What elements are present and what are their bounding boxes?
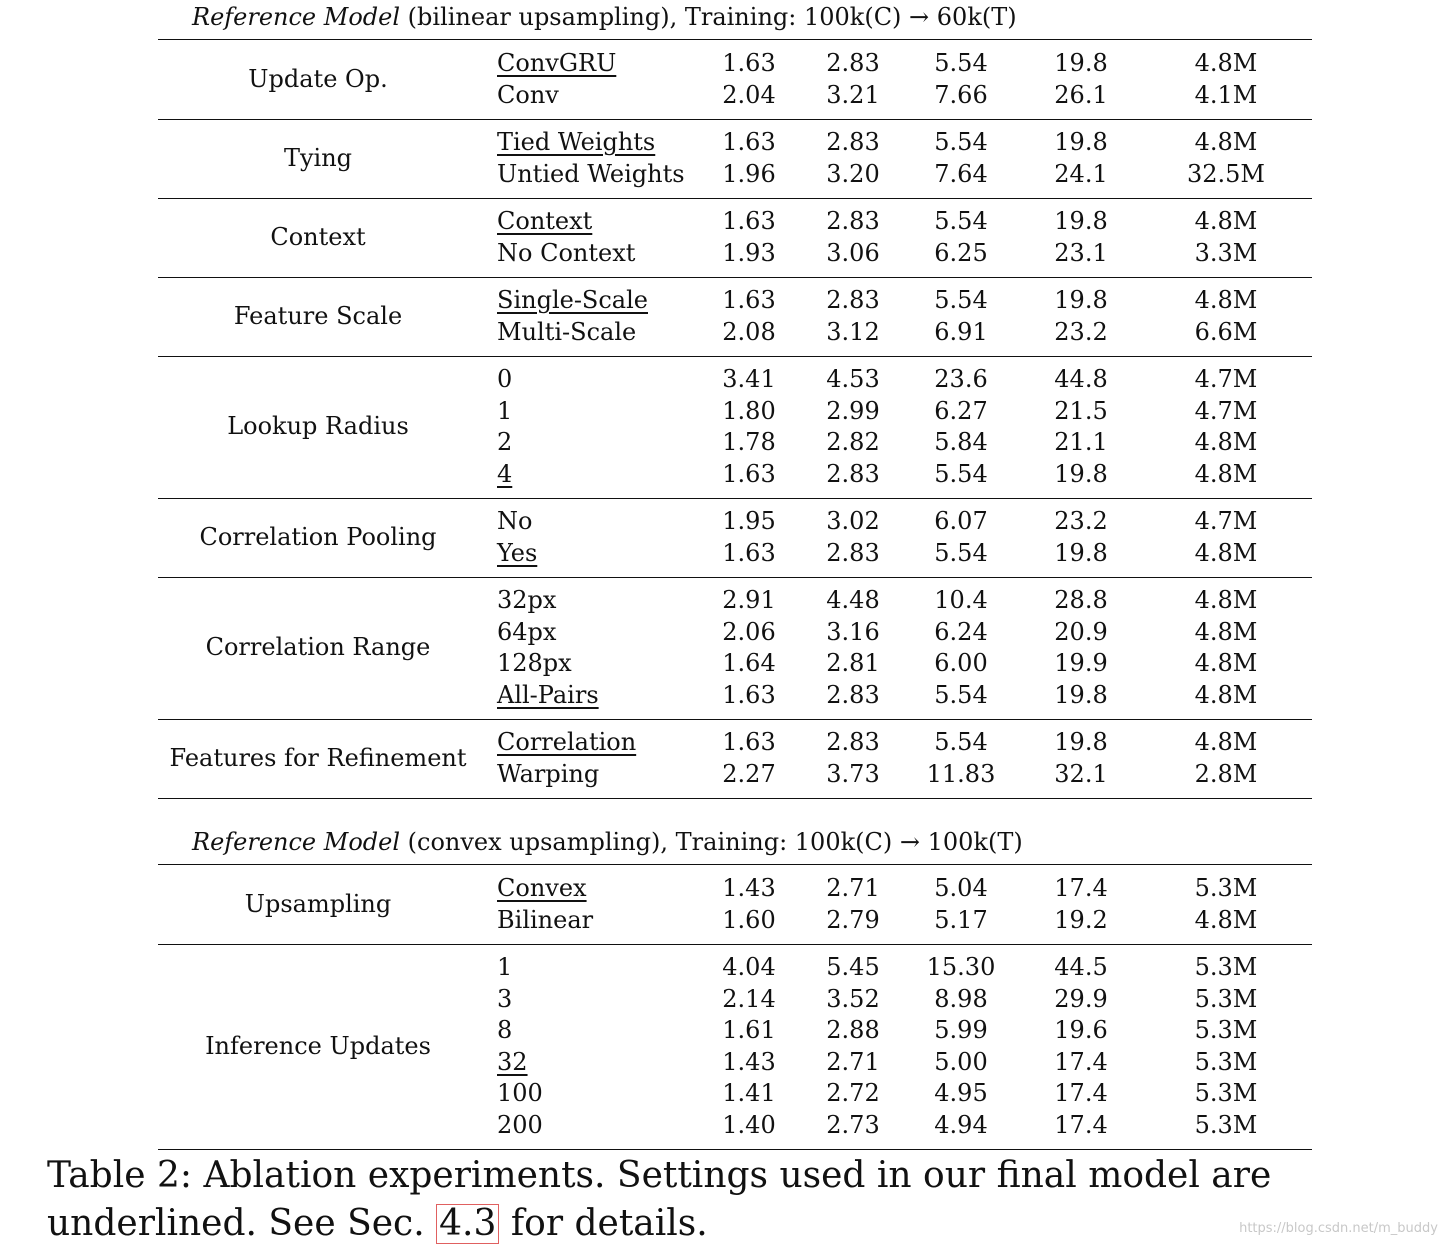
table-row [158, 206, 1312, 238]
value-cell: 3.16 [826, 617, 880, 646]
value-cell: 3.02 [826, 507, 880, 535]
value-cell: 5.3M [1194, 1110, 1258, 1139]
value-cell: 5.3M [1194, 953, 1258, 981]
value-cell: 5.3M [1194, 1016, 1258, 1044]
table-row [158, 1047, 1312, 1079]
value-cell: 4.04 [722, 953, 776, 981]
value-cell: 1.63 [722, 207, 776, 235]
setting-cell: Bilinear [497, 905, 594, 934]
value-cell: 2.73 [826, 1110, 880, 1139]
value-cell: 4.8M [1194, 207, 1258, 235]
value-cell: 19.8 [1054, 728, 1108, 756]
value-cell: 1.96 [722, 159, 776, 188]
table-row [158, 80, 1312, 112]
table-row [158, 759, 1312, 791]
table-row [158, 984, 1312, 1016]
value-cell: 1.63 [722, 538, 776, 567]
table-row [158, 617, 1312, 649]
table2-header [192, 827, 1023, 857]
setting-cell: Conv [497, 80, 559, 109]
table-row [158, 727, 1312, 759]
table-row [158, 680, 1312, 712]
table-row [158, 506, 1312, 538]
value-cell: 19.8 [1054, 128, 1108, 156]
value-cell: 5.45 [826, 953, 880, 981]
value-cell: 1.63 [722, 286, 776, 314]
row-group [158, 498, 1312, 577]
value-cell: 17.4 [1054, 874, 1108, 902]
value-cell: 1.40 [722, 1110, 776, 1139]
value-cell: 2.82 [826, 428, 880, 456]
value-cell: 4.8M [1194, 49, 1258, 77]
group-divider [158, 1149, 1312, 1150]
value-cell: 3.52 [826, 984, 880, 1013]
table2-header-rest: (convex upsampling), Training: 100k(C) → 100k(T) [400, 828, 1023, 856]
value-cell: 19.8 [1054, 286, 1108, 314]
value-cell: 5.54 [934, 680, 988, 709]
value-cell: 7.66 [934, 80, 988, 109]
group-label: Update Op. [248, 64, 388, 93]
setting-cell: Tied Weights [497, 128, 656, 156]
value-cell: 19.9 [1054, 649, 1108, 677]
value-cell: 1.64 [722, 649, 776, 677]
value-cell: 4.1M [1194, 80, 1258, 109]
value-cell: 5.00 [934, 1047, 988, 1076]
value-cell: 2.71 [826, 874, 880, 902]
value-cell: 4.8M [1194, 586, 1258, 614]
table-row [158, 1110, 1312, 1142]
table2-header-italic: Reference Model [192, 828, 401, 856]
value-cell: 6.07 [934, 507, 988, 535]
value-cell: 2.83 [826, 128, 880, 156]
setting-cell: 32 [497, 1047, 528, 1076]
setting-cell: 1 [497, 953, 513, 981]
value-cell: 3.20 [826, 159, 880, 188]
setting-cell: Context [497, 207, 593, 235]
setting-cell: Convex [497, 874, 587, 902]
value-cell: 32.5M [1186, 159, 1265, 188]
value-cell: 20.9 [1054, 617, 1108, 646]
row-group [158, 719, 1312, 798]
value-cell: 1.78 [722, 428, 776, 456]
value-cell: 6.6M [1194, 317, 1258, 346]
value-cell: 29.9 [1054, 984, 1108, 1013]
value-cell: 26.1 [1054, 80, 1108, 109]
table-row [158, 905, 1312, 937]
row-group [158, 119, 1312, 198]
value-cell: 1.80 [722, 396, 776, 425]
value-cell: 2.83 [826, 49, 880, 77]
value-cell: 6.00 [934, 649, 988, 677]
table-row [158, 427, 1312, 459]
setting-cell: 3 [497, 984, 513, 1013]
row-group [158, 356, 1312, 498]
table-row [158, 648, 1312, 680]
value-cell: 2.83 [826, 207, 880, 235]
value-cell: 3.3M [1194, 238, 1258, 267]
value-cell: 21.1 [1054, 428, 1108, 456]
section-reference-link[interactable]: 4.3 [436, 1204, 499, 1244]
value-cell: 2.88 [826, 1016, 880, 1044]
setting-cell: 200 [497, 1110, 543, 1139]
setting-cell: 1 [497, 396, 513, 425]
row-group [158, 277, 1312, 356]
value-cell: 1.63 [722, 49, 776, 77]
value-cell: 3.41 [722, 365, 776, 393]
row-group [158, 577, 1312, 719]
table1-header-italic: Reference Model [192, 3, 401, 31]
value-cell: 2.08 [722, 317, 776, 346]
value-cell: 1.93 [722, 238, 776, 267]
value-cell: 5.54 [934, 538, 988, 567]
table-row [158, 127, 1312, 159]
setting-cell: Warping [497, 759, 600, 788]
value-cell: 5.54 [934, 49, 988, 77]
table-row [158, 538, 1312, 570]
value-cell: 19.8 [1054, 49, 1108, 77]
value-cell: 10.4 [934, 586, 988, 614]
setting-cell: 2 [497, 428, 513, 456]
value-cell: 3.21 [826, 80, 880, 109]
setting-cell: 128px [497, 649, 572, 677]
value-cell: 5.3M [1194, 1047, 1258, 1076]
value-cell: 23.2 [1054, 507, 1108, 535]
setting-cell: 64px [497, 617, 557, 646]
setting-cell: Yes [497, 538, 538, 567]
group-label: Feature Scale [233, 301, 403, 330]
setting-cell: No [497, 507, 533, 535]
value-cell: 2.71 [826, 1047, 880, 1076]
value-cell: 23.6 [934, 365, 988, 393]
setting-cell: 4 [497, 459, 513, 488]
setting-cell: Multi-Scale [497, 317, 637, 346]
value-cell: 19.8 [1054, 680, 1108, 709]
value-cell: 7.64 [934, 159, 988, 188]
value-cell: 5.54 [934, 728, 988, 756]
value-cell: 5.3M [1194, 1079, 1258, 1107]
setting-cell: Correlation [497, 728, 637, 756]
value-cell: 4.95 [934, 1079, 988, 1107]
value-cell: 2.83 [826, 680, 880, 709]
value-cell: 1.63 [722, 128, 776, 156]
value-cell: 28.8 [1054, 586, 1108, 614]
table1-header-rest: (bilinear upsampling), Training: 100k(C) → 60k(T) [400, 3, 1017, 31]
setting-cell: 100 [497, 1079, 543, 1107]
table-row [158, 364, 1312, 396]
value-cell: 1.41 [722, 1079, 776, 1107]
row-group [158, 865, 1312, 944]
value-cell: 4.94 [934, 1110, 988, 1139]
table-row [158, 1078, 1312, 1110]
value-cell: 1.63 [722, 728, 776, 756]
value-cell: 2.83 [826, 538, 880, 567]
value-cell: 32.1 [1054, 759, 1108, 788]
row-group [158, 198, 1312, 277]
row-group [158, 40, 1312, 119]
value-cell: 8.98 [934, 984, 988, 1013]
value-cell: 1.61 [722, 1016, 776, 1044]
value-cell: 4.53 [826, 365, 880, 393]
value-cell: 4.8M [1194, 728, 1258, 756]
value-cell: 2.8M [1194, 759, 1258, 788]
caption-text-before: Table 2: Ablation experiments. Settings used in our final model are underlined. See Sec. [47, 1155, 1272, 1244]
value-cell: 4.7M [1194, 365, 1258, 393]
value-cell: 2.27 [722, 759, 776, 788]
value-cell: 5.99 [934, 1016, 988, 1044]
value-cell: 5.54 [934, 286, 988, 314]
group-divider [158, 798, 1312, 799]
table-row [158, 317, 1312, 349]
value-cell: 4.8M [1194, 680, 1258, 709]
table-row [158, 396, 1312, 428]
value-cell: 4.7M [1194, 396, 1258, 425]
value-cell: 4.8M [1194, 649, 1258, 677]
setting-cell: Untied Weights [497, 159, 685, 188]
value-cell: 23.2 [1054, 317, 1108, 346]
value-cell: 4.8M [1194, 286, 1258, 314]
value-cell: 24.1 [1054, 159, 1108, 188]
value-cell: 4.8M [1194, 428, 1258, 456]
value-cell: 1.95 [722, 507, 776, 535]
group-label: Lookup Radius [227, 412, 409, 441]
caption-text-after: for details. [499, 1203, 708, 1244]
value-cell: 11.83 [926, 759, 996, 788]
value-cell: 3.12 [826, 317, 880, 346]
value-cell: 6.91 [934, 317, 988, 346]
value-cell: 44.8 [1054, 365, 1108, 393]
value-cell: 3.73 [826, 759, 880, 788]
table-row [158, 873, 1312, 905]
value-cell: 2.04 [722, 80, 776, 109]
watermark: https://blog.csdn.net/m_buddy [1239, 1221, 1438, 1236]
setting-cell: 8 [497, 1016, 513, 1044]
value-cell: 2.14 [722, 984, 776, 1013]
value-cell: 17.4 [1054, 1079, 1108, 1107]
value-cell: 4.7M [1194, 507, 1258, 535]
value-cell: 5.54 [934, 128, 988, 156]
setting-cell: Single-Scale [497, 286, 648, 314]
value-cell: 1.43 [722, 874, 776, 902]
table-row [158, 285, 1312, 317]
table-row [158, 238, 1312, 270]
table1-header [192, 2, 1017, 32]
setting-cell: 0 [497, 365, 513, 393]
table-row [158, 48, 1312, 80]
table-row [158, 1015, 1312, 1047]
group-label: Upsampling [244, 889, 392, 918]
value-cell: 1.63 [722, 459, 776, 488]
value-cell: 2.72 [826, 1079, 880, 1107]
group-label: Context [270, 222, 366, 251]
value-cell: 1.63 [722, 680, 776, 709]
value-cell: 19.8 [1054, 207, 1108, 235]
group-label: Features for Refinement [169, 743, 467, 772]
value-cell: 5.54 [934, 459, 988, 488]
setting-cell: No Context [497, 238, 636, 267]
value-cell: 4.8M [1194, 905, 1258, 934]
value-cell: 6.24 [934, 617, 988, 646]
value-cell: 4.8M [1194, 459, 1258, 488]
value-cell: 6.27 [934, 396, 988, 425]
value-cell: 19.6 [1054, 1016, 1108, 1044]
value-cell: 17.4 [1054, 1110, 1108, 1139]
value-cell: 2.83 [826, 728, 880, 756]
row-group [158, 944, 1312, 1149]
value-cell: 5.54 [934, 207, 988, 235]
value-cell: 1.43 [722, 1047, 776, 1076]
value-cell: 1.60 [722, 905, 776, 934]
value-cell: 2.99 [826, 396, 880, 425]
value-cell: 2.83 [826, 459, 880, 488]
value-cell: 19.8 [1054, 459, 1108, 488]
value-cell: 19.8 [1054, 538, 1108, 567]
table-row [158, 159, 1312, 191]
value-cell: 44.5 [1054, 953, 1108, 981]
value-cell: 2.81 [826, 649, 880, 677]
setting-cell: ConvGRU [497, 49, 617, 77]
value-cell: 5.3M [1194, 984, 1258, 1013]
group-label: Inference Updates [205, 1031, 431, 1060]
value-cell: 2.91 [722, 586, 776, 614]
table-caption [47, 1152, 1437, 1248]
value-cell: 23.1 [1054, 238, 1108, 267]
group-label: Correlation Range [205, 633, 431, 662]
table-row [158, 459, 1312, 491]
value-cell: 5.17 [934, 905, 988, 934]
value-cell: 5.3M [1194, 874, 1258, 902]
setting-cell: All-Pairs [497, 680, 599, 709]
value-cell: 3.06 [826, 238, 880, 267]
value-cell: 19.2 [1054, 905, 1108, 934]
value-cell: 21.5 [1054, 396, 1108, 425]
value-cell: 2.06 [722, 617, 776, 646]
value-cell: 4.48 [826, 586, 880, 614]
value-cell: 15.30 [926, 953, 996, 981]
value-cell: 5.84 [934, 428, 988, 456]
setting-cell: 32px [497, 586, 557, 614]
group-label: Tying [283, 143, 353, 172]
table-row [158, 952, 1312, 984]
value-cell: 4.8M [1194, 128, 1258, 156]
group-label: Correlation Pooling [199, 522, 437, 551]
value-cell: 5.04 [934, 874, 988, 902]
table-row [158, 585, 1312, 617]
value-cell: 6.25 [934, 238, 988, 267]
value-cell: 4.8M [1194, 617, 1258, 646]
value-cell: 2.83 [826, 286, 880, 314]
value-cell: 17.4 [1054, 1047, 1108, 1076]
value-cell: 4.8M [1194, 538, 1258, 567]
value-cell: 2.79 [826, 905, 880, 934]
